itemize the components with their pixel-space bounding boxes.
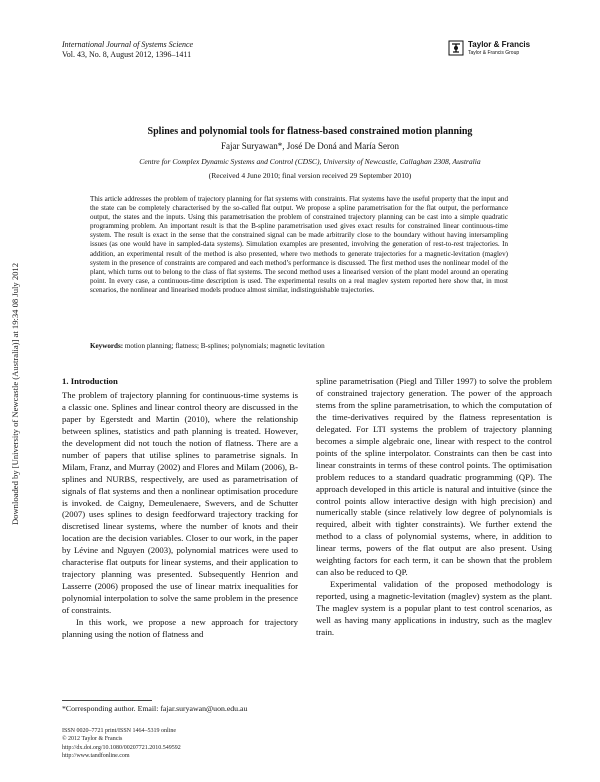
- keywords-list: motion planning; flatness; B-splines; polynomials; magnetic levitation: [124, 342, 325, 350]
- paragraph: Experimental validation of the proposed methodology is reported, using a magnetic-levitation (maglev) system as the plant. The maglev system is a popular plant to test control scenarios, as well as having many applications in industry, such as the maglev train.: [316, 579, 552, 638]
- taylor-francis-logo-icon: [448, 40, 464, 56]
- keywords: [90, 342, 530, 351]
- paragraph: spline parametrisation (Piegl and Tiller 1997) to solve the problem of constrained trajectory generation. The power of the approach stems from the spline parametrisation, to which the computation of the time-derivatives required by the flatness representation is delegated. For LTI systems the problem of trajectory planning becomes a simple algebraic one, linear with respect to the control points of the spline interpolator. Constraints can then be cast into linear constraints in terms of these control points. The optimisation problem reduces to a standard quadratic programming (QP). The approach developed in this article is natural and intuitive (since the control points allow interactive design with high precision) and numerically stable (since relatively low degree of polynomials is required, albeit with tighter constraints). We further extend the method to a class of polynomial systems, where, in addition to linear terms, powers of the flat output are also present. Using weighting factors for each term, it can be shown that the problem can also be reduced to QP.: [316, 376, 552, 578]
- publisher-logo: [448, 38, 558, 58]
- paragraph: In this work, we propose a new approach for trajectory planning using the notion of flatness and: [62, 617, 298, 640]
- volume-info: Vol. 43, No. 8, August 2012, 1396–1411: [62, 50, 192, 59]
- publication-imprint: [62, 727, 181, 761]
- keywords-label: Keywords:: [90, 342, 124, 350]
- download-stamp: [5, 160, 25, 628]
- author-affiliation: Centre for Complex Dynamic Systems and Control (CDSC), University of Newcastle, Callaghan 2308, Australia: [139, 157, 481, 166]
- abstract: This article addresses the problem of trajectory planning for flat systems with constraints. Flat systems have the useful property that the input and the state can be completely characterised by the so-called flat output. We propose a spline parametrisation for the flat output, the performance output, the states and the inputs. Using this parametrisation the problem of constrained trajectory planning can be cast into a simple quadratic programming problem. An important result is that the B-spline parametrisation used gives exact results for constrained linear continuous-time system. The result is exact in the sense that the constrained signal can be made arbitrarily close to the boundary without having intersampling issues (as one would have in sampled-data systems). Simulation examples are presented, involving the generation of rest-to-rest trajectories. In addition, an experimental result of the method is also presented, where two methods to generate trajectories for a magnetic-levitation (maglev) system in the presence of constraints are compared and each method’s performance is discussed. The first method uses the nonlinear model of the plant, which turns out to belong to the class of flat systems. The second method uses a linearised version of the plant model around an operating point. In every case, a continuous-time description is used. The experimental results on a real maglev system reported here show that, in most scenarios, the nonlinear and linearised models produce almost similar, indistinguishable trajectories.: [90, 195, 508, 294]
- body-column-left: [62, 376, 298, 641]
- issn: ISSN 0020–7721 print/ISSN 1464–5319 online: [62, 728, 177, 734]
- download-stamp-text: Downloaded by [University of Newcastle (Australia)] at 19:34 08 July 2012: [10, 262, 20, 526]
- section-heading: 1. Introduction: [62, 376, 118, 386]
- paragraph: The problem of trajectory planning for continuous-time systems is a classic one. Splines and linear control theory are discussed in the paper by Egerstedt and Martin (2010), where the relationship between splines, statistics and path planning is treated. However, the development did not touch the notion of flatness. There are a number of papers that utilise splines to parametrise signals. In Milam, Franz, and Murray (2002) and Flores and Milam (2006), B-splines and NURBS, respectively, are used as parametrisation of signals of flat systems and then a nonlinear optimisation procedure is invoked. de Caigny, Demeulenaere, Swevers, and de Schutter (2007) uses splines to design feedforward trajectory tracking for discretised linear systems, where the number of knots and their location are the decision variables. Closer to our work, in the paper by Lévine and Nguyen (2003), polynomial matrices were used to characterise flat outputs for linear systems, and their application to trajectory planning was presented. Subsequently Henrion and Lasserre (2006) proposed the use of linear matrix inequalities for polynomial interpolation to solve the same problem in the presence of constraints.: [62, 389, 298, 616]
- received-dates: (Received 4 June 2010; final version received 29 September 2010): [208, 171, 412, 180]
- corresponding-author-footnote: *Corresponding author. Email: fajar.suryawan@uon.edu.au: [62, 704, 248, 713]
- body-column-right: [316, 376, 552, 639]
- copyright: © 2012 Taylor & Francis: [62, 736, 123, 743]
- journal-name: International Journal of Systems Science: [62, 40, 194, 49]
- website-link[interactable]: http://www.tandfonline.com: [62, 753, 130, 760]
- footnote-rule: [62, 700, 152, 701]
- publisher-name: Taylor & Francis: [468, 39, 531, 49]
- article-title: Splines and polynomial tools for flatness-based constrained motion planning: [147, 126, 473, 137]
- publisher-group: Taylor & Francis Group: [468, 49, 520, 56]
- doi-link[interactable]: http://dx.doi.org/10.1080/00207721.2010.549592: [62, 744, 181, 751]
- article-authors: Fajar Suryawan*, José De Doná and María Seron: [221, 141, 399, 151]
